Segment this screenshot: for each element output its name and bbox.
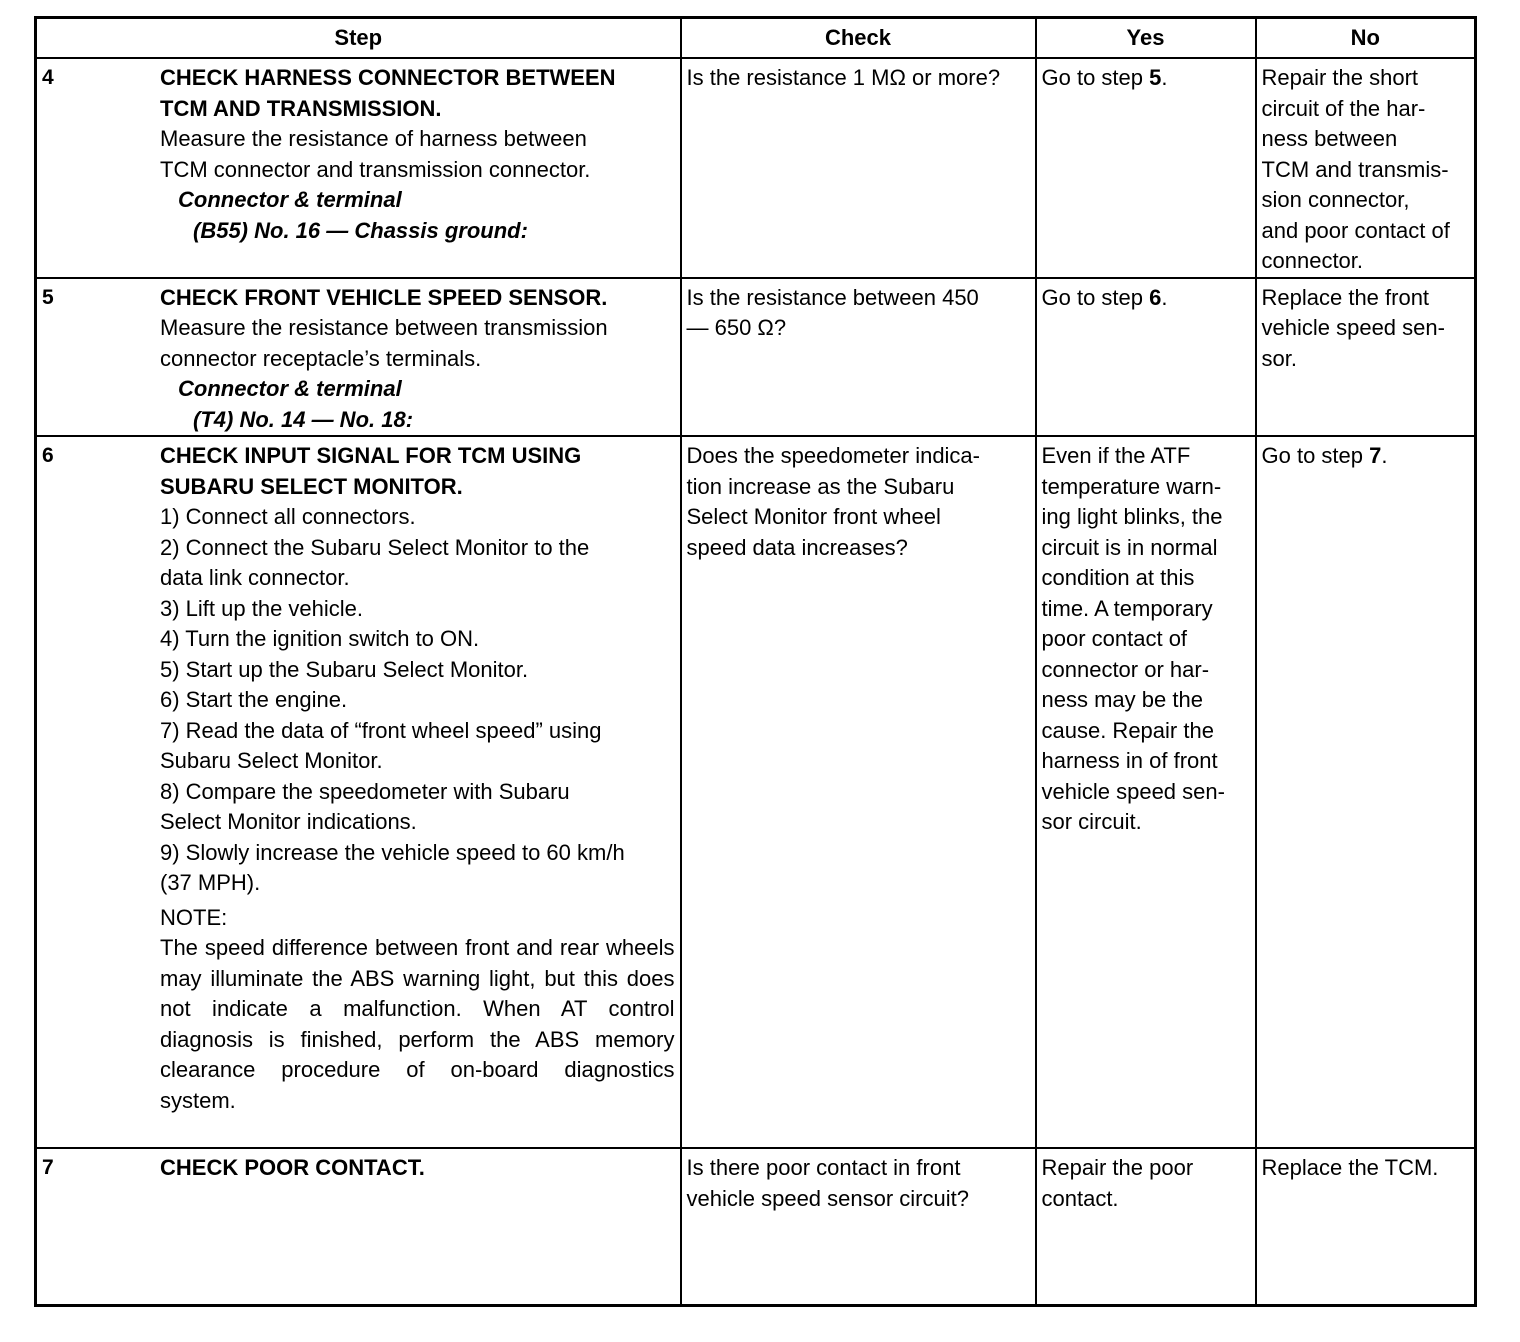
step-cell [36,278,681,437]
step-cell [36,58,681,278]
step-title: CHECK FRONT VEHICLE SPEED SENSOR. [160,284,608,310]
no-cell: Replace the front vehicle speed sen- sor. [1256,278,1476,437]
list-item: 6) Start the engine. [160,687,348,713]
step-instruction: connector receptacle’s terminals. [160,345,482,371]
step-number: 4 [42,66,54,89]
list-item: (37 MPH). [160,870,261,896]
step-cell [36,1148,681,1305]
table-row-step-7 [36,1148,1476,1305]
connector-value: (B55) No. 16 — Chassis ground: [193,217,528,243]
list-item: data link connector. [160,565,350,591]
header-step: Step [36,18,681,59]
check-cell: Is the resistance between 450 — 650 Ω? [681,278,1036,437]
connector-value: (T4) No. 14 — No. 18: [193,406,414,432]
table-row-step-4 [36,58,1476,278]
step-cell [36,436,681,1148]
step-reference: 5 [1149,65,1162,90]
check-cell: Is the resistance 1 MΩ or more? [681,58,1036,278]
list-item: 9) Slowly increase the vehicle speed to 60 km/h [160,839,625,865]
header-yes: Yes [1036,18,1256,59]
step-reference: 6 [1149,284,1162,310]
check-cell: Is there poor contact in front vehicle speed sensor circuit? [681,1148,1036,1305]
list-item: Subaru Select Monitor. [160,748,383,774]
step-title: CHECK POOR CONTACT. [160,1155,425,1181]
header-no: No [1256,18,1476,59]
step-number: 7 [42,1156,54,1180]
yes-cell: Go to step 6. [1036,278,1256,437]
no-cell: Replace the TCM. [1256,1148,1476,1305]
list-item: 3) Lift up the vehicle. [160,595,364,621]
list-item: 8) Compare the speedometer with Subaru [160,778,570,804]
step-number: 5 [42,285,54,309]
list-item: Select Monitor indications. [160,809,417,835]
connector-label: Connector & terminal [178,187,402,212]
step-instruction: Measure the resistance between transmission [160,315,608,341]
step-reference: 7 [1369,443,1382,469]
yes-cell: Go to step 5. [1036,58,1256,278]
diagnostic-table [34,16,1477,1307]
note-text: The speed difference between front and rear wheels may illuminate the ABS warning light, but this does not indicate a malfunction. When AT control diagnosis is finished, perform the ABS memory clearance procedure of on-board diagnostics system. [160,935,675,1113]
header-check: Check [681,18,1036,59]
yes-cell: Repair the poor contact. [1036,1148,1256,1305]
list-item: 1) Connect all connectors. [160,504,416,530]
yes-cell: Even if the ATF temperature warn- ing light blinks, the circuit is in normal condition at this time. A temporary poor contact of connector or har- ness may be the cause. Repair the harness in of front vehicle speed sen- sor circuit. [1036,436,1256,1148]
no-cell: Go to step 7. [1256,436,1476,1148]
list-item: 7) Read the data of “front wheel speed” using [160,717,602,743]
table-row-step-5 [36,278,1476,437]
step-instruction: TCM connector and transmission connector. [160,156,591,182]
step-title: CHECK HARNESS CONNECTOR BETWEEN TCM AND TRANSMISSION. [160,65,616,121]
step-title: CHECK INPUT SIGNAL FOR TCM USING SUBARU SELECT MONITOR. [160,443,582,499]
no-cell: Repair the short circuit of the har- ness between TCM and transmis- sion connector, and poor contact of connector. [1256,58,1476,278]
check-cell: Does the speedometer indica- tion increase as the Subaru Select Monitor front wheel speed data increases? [681,436,1036,1148]
list-item: 2) Connect the Subaru Select Monitor to the [160,534,590,560]
note-label: NOTE: [160,904,228,930]
list-item: 5) Start up the Subaru Select Monitor. [160,656,529,682]
list-item: 4) Turn the ignition switch to ON. [160,626,480,652]
connector-label: Connector & terminal [178,376,402,402]
step-number: 6 [42,444,54,468]
table-row-step-6 [36,436,1476,1148]
header-row [36,18,1476,59]
step-instruction: Measure the resistance of harness between [160,126,587,151]
